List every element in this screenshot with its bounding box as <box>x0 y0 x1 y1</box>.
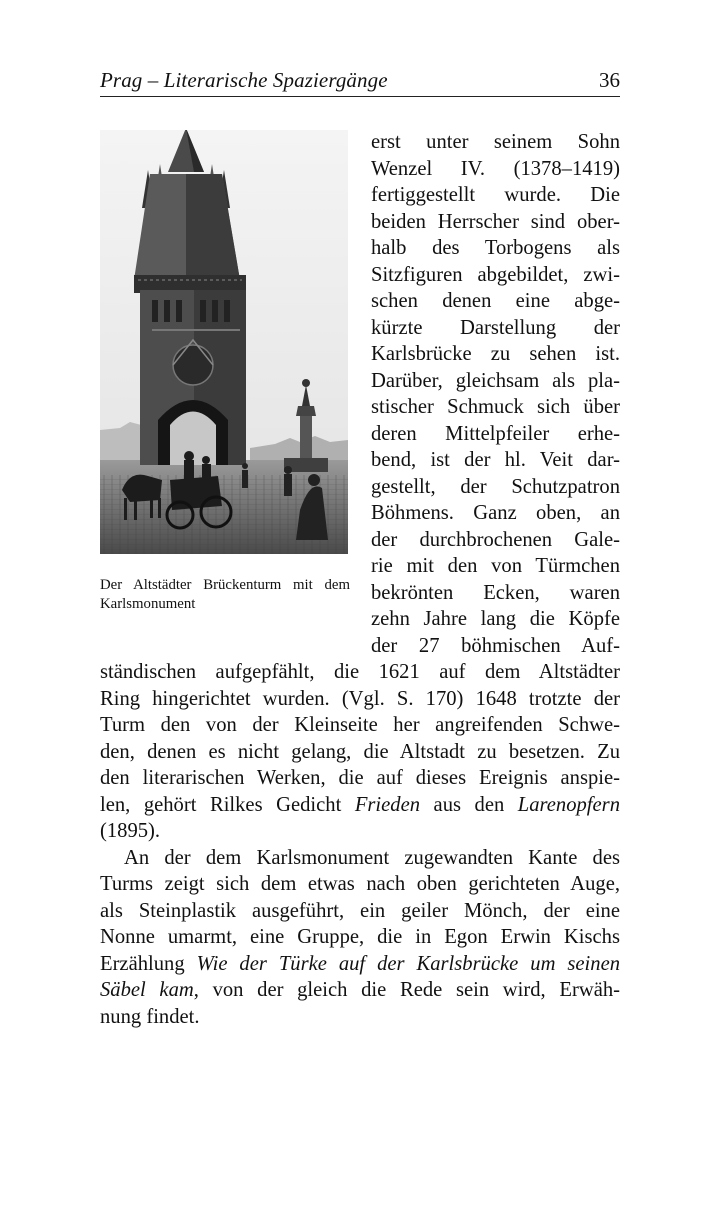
text-line: Ring hingerichtet wurden. (Vgl. S. 170) 1648 trotzte der <box>100 687 620 710</box>
text-line: deren Mittelpfeiler erhe- <box>371 422 620 445</box>
text-line: den, denen es nicht gelang, die Altstadt zu besetzen. Zu <box>100 740 620 763</box>
work-title-kisch: Wie der Türke auf der Karlsbrücke um seinen <box>196 952 621 975</box>
text-line: Karlsbrücke zu sehen ist. <box>371 343 620 365</box>
text-line: Turms zeigt sich dem etwas nach oben gerichteten Auge, <box>100 873 620 895</box>
text-line: gestellt, der Schutzpatron <box>371 475 620 498</box>
text-line: Böhmens. Ganz oben, an <box>371 502 620 524</box>
text-line: Sitzfiguren abgebildet, zwi- <box>371 263 620 286</box>
work-title-kisch-cont: Säbel kam <box>100 979 194 1001</box>
work-title-larenopfern: Larenopfern <box>517 793 620 816</box>
text-line: Nonne umarmt, eine Gruppe, die in Egon Erwin Kischs <box>100 926 620 948</box>
bridge-tower-photo <box>100 130 348 554</box>
text-line <box>100 951 620 977</box>
figure-caption: Der Altstädter Brückenturm mit dem Karlsmonument <box>100 577 350 612</box>
text-line <box>100 977 620 1003</box>
running-header <box>100 66 620 97</box>
text-line: erst unter seinem Sohn <box>371 131 620 153</box>
text-run: aus den <box>420 793 518 816</box>
paragraph-first-line: An der dem Karlsmonument zugewandten Kante des <box>124 846 620 869</box>
work-title-frieden: Frieden <box>354 793 421 816</box>
text-line: ständischen aufgepfählt, die 1621 auf dem Altstädter <box>100 661 620 683</box>
text-run: Erzählung <box>100 952 197 975</box>
text-run: , von der gleich die Rede sein wird, Erwäh- <box>193 979 620 1001</box>
text-line: bekrönten Ecken, waren <box>371 581 620 604</box>
text-line: der durchbrochenen Gale- <box>371 528 620 551</box>
text-line: halb des Torbogens als <box>371 237 620 259</box>
text-line: beiden Herrscher sind ober- <box>371 210 620 233</box>
text-line <box>100 792 620 818</box>
text-line: bend, ist der hl. Veit dar- <box>371 449 620 471</box>
running-title: Prag – Literarische Spaziergänge <box>100 68 388 92</box>
text-line: der 27 böhmischen Auf- <box>371 634 620 657</box>
text-line: fertiggestellt wurde. Die <box>371 184 620 206</box>
text-line: Wenzel IV. (1378–1419) <box>371 157 620 180</box>
text-run: len, gehört Rilkes Gedicht <box>100 793 355 816</box>
text-line: zehn Jahre lang die Köpfe <box>371 608 620 630</box>
page-number: 36 <box>599 68 620 92</box>
text-line: stischer Schmuck sich über <box>371 396 620 418</box>
text-line: nung findet. <box>100 1005 200 1028</box>
text-line: Darüber, gleichsam als pla- <box>371 369 620 392</box>
text-line: den literarischen Werken, die auf dieses Ereignis anspie- <box>100 767 620 789</box>
text-line: rie mit den von Türmchen <box>371 555 620 577</box>
text-line: (1895). <box>100 820 161 842</box>
text-line: kürzte Darstellung der <box>371 316 620 339</box>
text-line: schen denen eine abge- <box>371 290 620 312</box>
text-line: Turm den von der Kleinseite her angreifenden Schwe- <box>100 714 620 736</box>
text-line: als Steinplastik ausgeführt, ein geiler Mönch, der eine <box>100 899 620 922</box>
